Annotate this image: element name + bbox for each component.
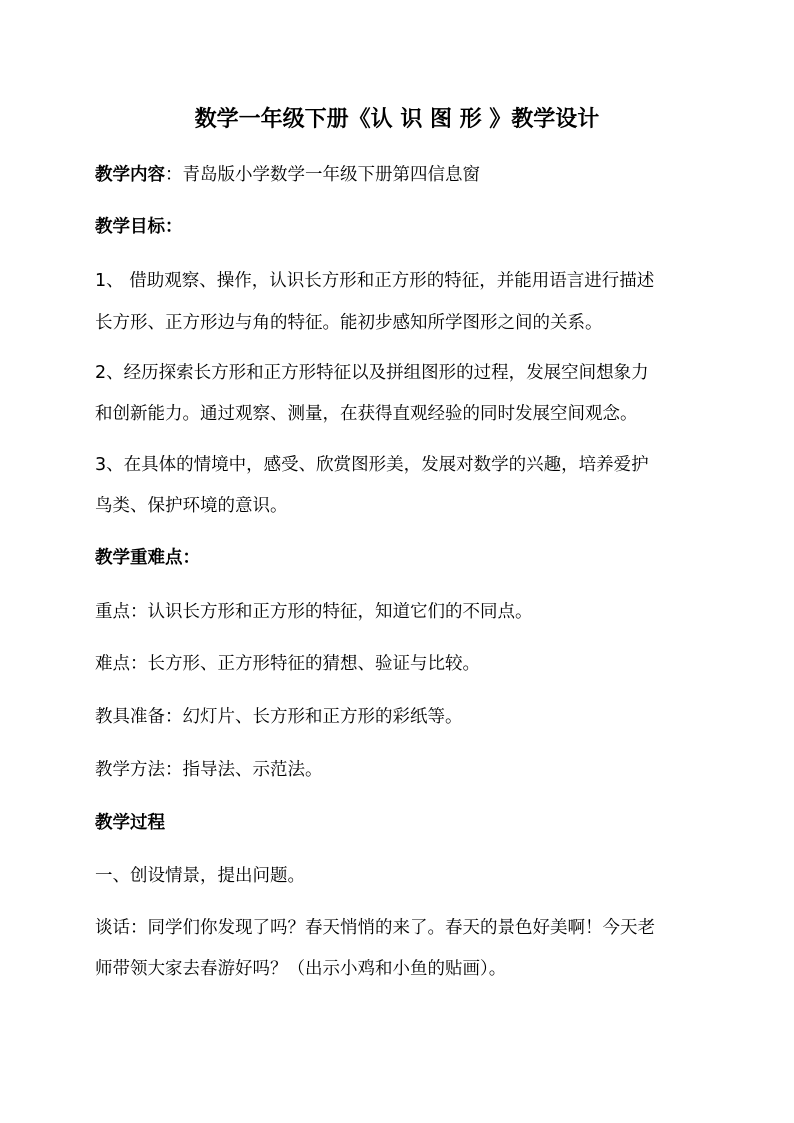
teaching-materials-line: 教具准备：幻灯片、长方形和正方形的彩纸等。 bbox=[95, 707, 463, 727]
goal-3-line-2: 鸟类、保护环境的意识。 bbox=[95, 496, 288, 516]
goal-1-line-2: 长方形、正方形边与角的特征。能初步感知所学图形之间的关系。 bbox=[95, 313, 603, 333]
dialogue-line-1: 谈话：同学们你发现了吗？春天悄悄的来了。春天的景色好美啊！今天老 bbox=[95, 918, 655, 938]
goal-2-line-1: 2、经历探索长方形和正方形特征以及拼组图形的过程，发展空间想象力 bbox=[95, 363, 649, 383]
teaching-content-line bbox=[95, 163, 735, 187]
teaching-goals-heading: 教学目标： bbox=[95, 217, 183, 237]
teaching-content-text: ：青岛版小学数学一年级下册第四信息窗 bbox=[165, 165, 480, 185]
goal-3-line-1: 3、在具体的情境中，感受、欣赏图形美，发展对数学的兴趣，培养爱护 bbox=[95, 455, 649, 475]
teaching-process-heading: 教学过程 bbox=[95, 813, 165, 833]
key-difficult-points-heading: 教学重难点： bbox=[95, 548, 200, 568]
step-1-heading: 一、创设情景，提出问题。 bbox=[95, 866, 305, 886]
teaching-content-label: 教学内容 bbox=[95, 165, 165, 185]
key-point-line: 重点：认识长方形和正方形的特征，知道它们的不同点。 bbox=[95, 602, 533, 622]
dialogue-line-2: 师带领大家去春游好吗？（出示小鸡和小鱼的贴画）。 bbox=[95, 959, 507, 979]
difficult-point-line: 难点：长方形、正方形特征的猜想、验证与比较。 bbox=[95, 654, 480, 674]
teaching-methods-line: 教学方法：指导法、示范法。 bbox=[95, 760, 323, 780]
goal-1-line-1: 1、 借助观察、操作，认识长方形和正方形的特征，并能用语言进行描述 bbox=[95, 271, 655, 291]
document-title: 数学一年级下册《认 识 图 形 》教学设计 bbox=[194, 107, 600, 132]
goal-2-line-2: 和创新能力。通过观察、测量，在获得直观经验的同时发展空间观念。 bbox=[95, 404, 638, 424]
